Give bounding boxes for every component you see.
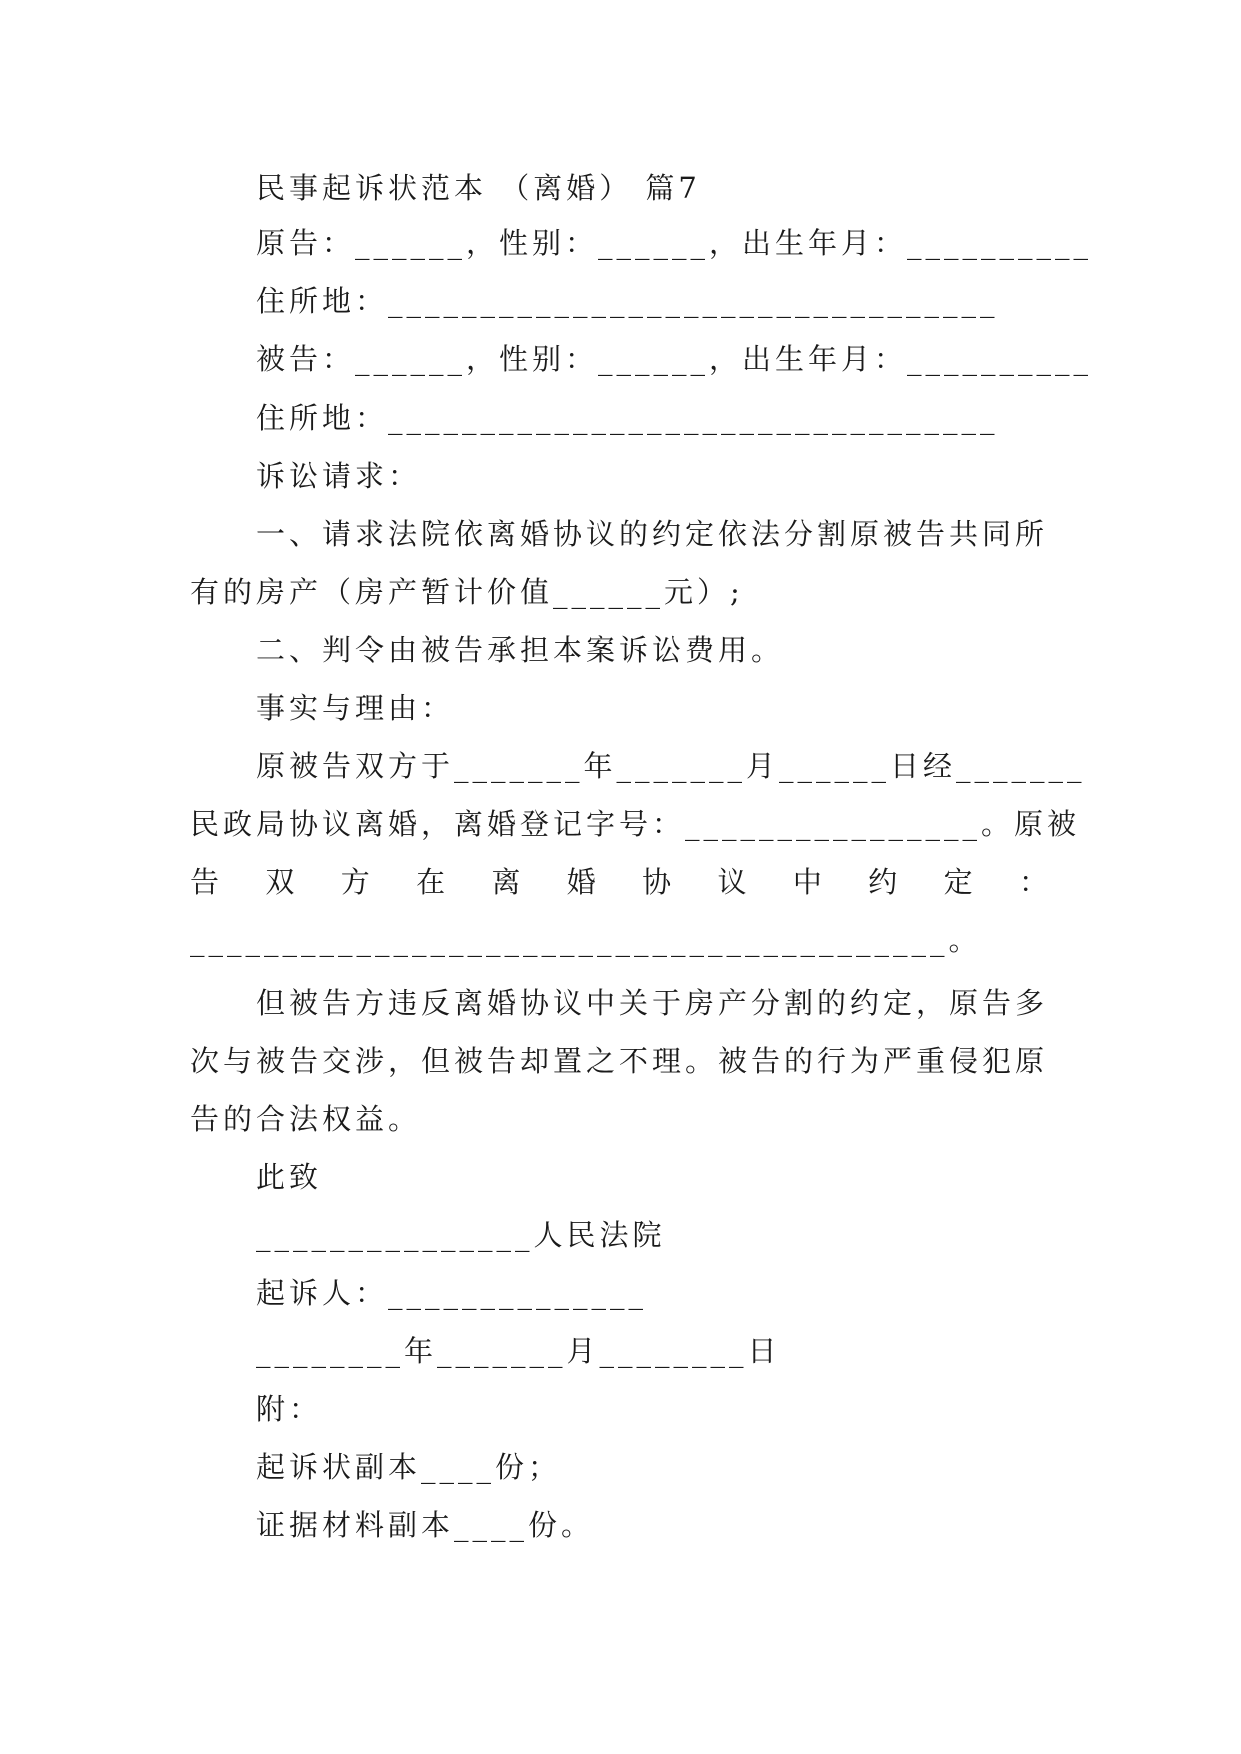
violation-line-3: 告的合法权益。 (190, 1102, 422, 1136)
spread-char: 协 (642, 865, 672, 899)
violation-line-2: 次与被告交涉，但被告却置之不理。被告的行为严重侵犯原 (190, 1044, 1049, 1078)
defendant-line: 被告：______，性别：______，出生年月：__________ (256, 342, 1093, 376)
facts-line-1: 原被告双方于_______年_______月______日经_______ (256, 749, 1086, 783)
court-line: _______________人民法院 (256, 1218, 666, 1252)
claim-1-line-2: 有的房产（房产暂计价值______元）; (190, 575, 744, 609)
salutation: 此致 (256, 1160, 323, 1194)
claim-1-line-1: 一、请求法院依离婚协议的约定依法分割原被告共同所 (256, 517, 1049, 551)
attachment-2: 证据材料副本____份。 (256, 1508, 595, 1542)
defendant-address-line: 住所地：_________________________________ (256, 401, 999, 435)
plaintiff-address-line: 住所地：_________________________________ (256, 284, 999, 318)
facts-line-2: 民政局协议离婚，离婚登记字号：________________。原被 (190, 807, 1081, 841)
spread-char: 约 (868, 865, 898, 899)
spread-char: 议 (717, 865, 747, 899)
facts-line-3-spread (190, 862, 1048, 902)
spread-char: 告 (190, 865, 220, 899)
spread-char: 中 (792, 865, 822, 899)
claims-heading: 诉讼请求： (256, 459, 422, 493)
plaintiff-line: 原告：______，性别：______，出生年月：__________ (256, 226, 1093, 260)
document-title: 民事起诉状范本 （离婚） 篇7 (256, 171, 701, 205)
facts-line-4: _________________________________________。 (190, 923, 982, 957)
violation-line-1: 但被告方违反离婚协议中关于房产分割的约定，原告多 (256, 986, 1049, 1020)
attachment-1: 起诉状副本____份； (256, 1450, 562, 1484)
spread-char: 双 (265, 865, 295, 899)
date-line: ________年_______月________日 (256, 1334, 781, 1368)
claim-2: 二、判令由被告承担本案诉讼费用。 (256, 633, 785, 667)
attachments-heading: 附： (256, 1392, 323, 1426)
plaintiff-signature-line: 起诉人：______________ (256, 1276, 648, 1310)
spread-char: ： (1018, 865, 1048, 899)
spread-char: 离 (491, 865, 521, 899)
spread-char: 在 (416, 865, 446, 899)
facts-heading: 事实与理由： (256, 691, 455, 725)
spread-char: 方 (340, 865, 370, 899)
spread-char: 婚 (566, 865, 596, 899)
spread-char: 定 (943, 865, 973, 899)
